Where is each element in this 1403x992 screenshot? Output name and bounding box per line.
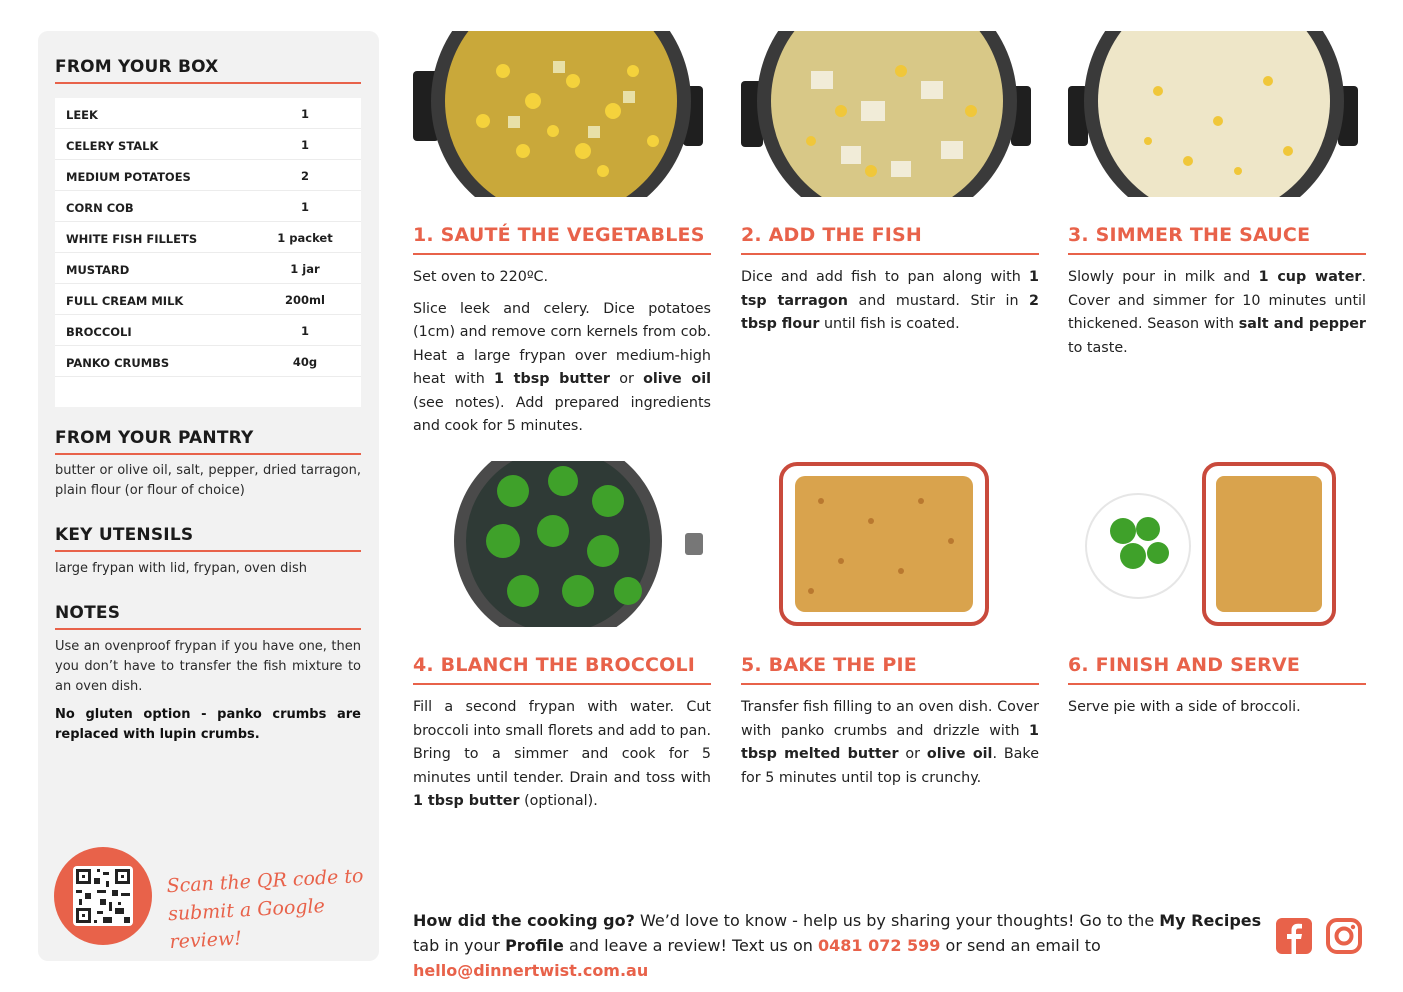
ingredient-row [55, 160, 361, 191]
ingredient-qty: 1 [300, 107, 309, 121]
ingredient-name: MUSTARD [66, 263, 130, 277]
step2-photo [741, 31, 1039, 197]
ingredient-row [55, 98, 361, 129]
pantry-text: butter or olive oil, salt, pepper, dried tarragon, plain flour (or flour of choice) [55, 463, 361, 498]
ingredient-name: CELERY STALK [66, 139, 159, 153]
from-your-box-heading: FROM YOUR BOX [55, 57, 361, 84]
qr-review-prompt [166, 862, 370, 956]
ingredient-qty: 1 [300, 324, 309, 338]
footer-question: How did the cooking go? [413, 911, 635, 930]
ingredient-row [55, 191, 361, 222]
footer-text-2: tab in your [413, 936, 506, 955]
step4-photo [413, 461, 711, 627]
ingredient-name: CORN COB [66, 201, 134, 215]
step5-title: 5. BAKE THE PIE [741, 654, 1039, 685]
footer-text-1: We’d love to know - help us by sharing your thoughts! Go to the [634, 911, 1160, 930]
step1-para1: Set oven to 220ºC. [413, 269, 549, 285]
step2-para: Dice and add fish to pan along with 1 tsp tarragon and mustard. Stir in 2 tbsp flour until fish is coated. [741, 269, 1039, 332]
ingredient-qty: 1 [300, 138, 309, 152]
qr-badge[interactable] [54, 847, 152, 945]
ingredient-name: PANKO CRUMBS [66, 356, 170, 370]
ingredient-name: LEEK [66, 108, 98, 122]
ingredient-qty: 1 packet [277, 231, 333, 245]
step1-photo [413, 31, 711, 197]
ingredient-name: MEDIUM POTATOES [66, 170, 191, 184]
step4-para: Fill a second frypan with water. Cut broccoli into small florets and add to pan. Bring to a simmer and cook for 5 minutes until tender. Drain and toss with 1 tbsp butter (optional). [413, 699, 711, 809]
ingredient-row [55, 222, 361, 253]
instagram-icon[interactable] [1325, 917, 1363, 955]
step3-photo [1068, 31, 1366, 197]
ingredient-row [55, 315, 361, 346]
step6-title: 6. FINISH AND SERVE [1068, 654, 1366, 685]
key-utensils-heading: KEY UTENSILS [55, 525, 361, 552]
ingredients-table [55, 98, 361, 407]
footer-text-4: or send an email to [940, 936, 1101, 955]
qr-prompt-line2: submit a Google review! [167, 895, 326, 954]
footer-phone-link[interactable]: 0481 072 599 [817, 936, 941, 955]
footer-my-recipes: My Recipes [1159, 911, 1262, 930]
footer-review-text [413, 908, 1263, 983]
step2-title: 2. ADD THE FISH [741, 224, 1039, 255]
step3-para: Slowly pour in milk and 1 cup water. Cover and simmer for 10 minutes until thickened. Season with salt and pepper to taste. [1068, 269, 1366, 356]
facebook-icon[interactable] [1275, 917, 1313, 955]
ingredient-row [55, 284, 361, 315]
step4-text [413, 696, 711, 822]
from-your-pantry-heading: FROM YOUR PANTRY [55, 428, 361, 455]
qr-code-icon [73, 866, 133, 926]
ingredient-name: WHITE FISH FILLETS [66, 232, 198, 246]
step5-text [741, 696, 1039, 798]
step2-text [741, 266, 1039, 345]
ingredient-qty: 1 jar [290, 262, 320, 276]
step3-text [1068, 266, 1366, 368]
step6-photo [1068, 461, 1366, 627]
step5-photo [741, 461, 1039, 627]
ingredient-row [55, 129, 361, 160]
footer-text-3: and leave a review! Text us on [563, 936, 818, 955]
ingredient-name: BROCCOLI [66, 325, 132, 339]
step1-title: 1. SAUTÉ THE VEGETABLES [413, 224, 711, 255]
notes-heading: NOTES [55, 603, 361, 630]
ingredient-blank-row [55, 377, 361, 407]
step6-para: Serve pie with a side of broccoli. [1068, 699, 1301, 715]
ingredient-qty: 200ml [285, 293, 325, 307]
footer-profile: Profile [505, 936, 564, 955]
step4-title: 4. BLANCH THE BROCCOLI [413, 654, 711, 685]
step6-text [1068, 696, 1366, 728]
step1-para2: Slice leek and celery. Dice potatoes (1cm) and remove corn kernels from cob. Heat a large frypan over medium-high heat with 1 tbsp butter or olive oil (see notes). Add prepared ingredients and cook for 5 minutes. [413, 300, 711, 434]
notes-text: Use an ovenproof frypan if you have one, then you don’t have to transfer the fish mixture to an oven dish. [55, 639, 361, 694]
ingredient-qty: 2 [300, 169, 309, 183]
step5-para: Transfer fish filling to an oven dish. Cover with panko crumbs and drizzle with 1 tbsp melted butter or olive oil. Bake for 5 minutes until top is crunchy. [741, 699, 1039, 786]
ingredient-name: FULL CREAM MILK [66, 294, 184, 308]
footer-email-link[interactable]: hello@dinnertwist.com.au [413, 961, 649, 980]
ingredient-row [55, 253, 361, 284]
step1-text [413, 266, 711, 447]
ingredient-qty: 40g [292, 355, 318, 369]
sidebar-panel [38, 31, 379, 961]
step3-title: 3. SIMMER THE SAUCE [1068, 224, 1366, 255]
ingredient-row [55, 346, 361, 377]
notes-bold-text: No gluten option - panko crumbs are replaced with lupin crumbs. [55, 707, 361, 742]
utensils-text: large frypan with lid, frypan, oven dish [55, 561, 307, 576]
qr-prompt-line1: Scan the QR code to [166, 864, 364, 898]
ingredient-qty: 1 [300, 200, 309, 214]
